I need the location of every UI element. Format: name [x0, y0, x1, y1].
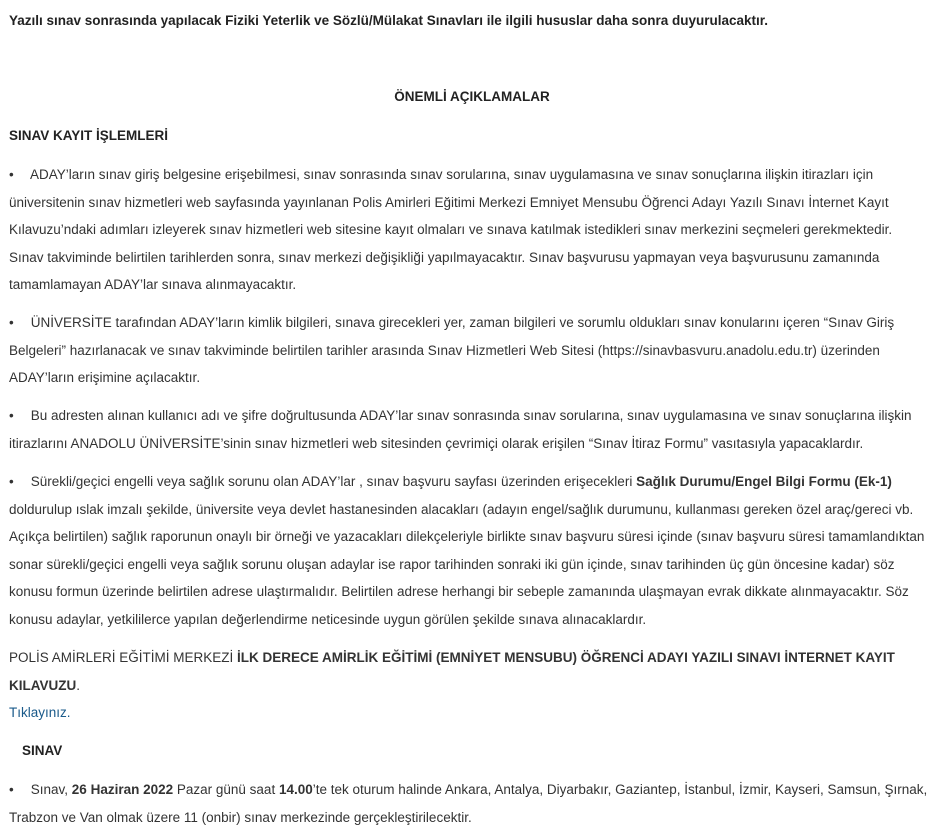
registration-heading: SINAV KAYIT İŞLEMLERİ — [9, 128, 169, 143]
exam-heading: SINAV — [22, 743, 63, 758]
bullet-objection-form — [9, 402, 929, 457]
bullet-text: Sınav, — [30, 782, 72, 797]
bullet-health-disability — [9, 468, 929, 633]
bullet-text: Bu adresten alınan kullanıcı adı ve şifre doğrultusunda ADAY’lar sınav sonrasında sınav sorularına, sınav uygulamasına ve sınav sonuçlarına ilişkin itirazlarını ANADOLU ÜNİVERSİTE’sinin sınav hizmetleri web sitesinden çevrimiçi olarak erişilen “Sınav İtiraz Formu” vasıtasıyla yapacaklardır. — [9, 408, 912, 451]
guide-suffix: . — [76, 677, 81, 693]
bullet-text: ADAY’ların sınav giriş belgesine erişebilmesi, sınav sonrasında sınav sorularına, sınav uygulamasına ve sınav sonuçlarına ilişkin itirazları için üniversitenin sınav hizmetleri web sayfasında yayınlanan Polis Amirleri Eğitimi Merkezi Emniyet Mensubu Öğrenci Adayı Yazılı Sınavı İnternet Kayıt Kılavuzu’ndaki adımları izleyerek sınav hizmetleri web sitesine kayıt olmaları ve sınava katılmak istedikleri sınav merkezini seçmeleri gerekmektedir. Sınav takviminde belirtilen tarihlerden sonra, sınav merkezi değişikliği yapılmayacaktır. Sınav başvurusu yapmayan veya başvurusunu zamanında tamamlamayan ADAY’lar sınava alınmayacaktır. — [9, 167, 893, 292]
bullet-text: Sürekli/geçici engelli veya sağlık sorunu olan ADAY’lar , sınav başvuru sayfası üzerinden erişecekleri — [30, 474, 637, 489]
bullet-text: ÜNİVERSİTE tarafından ADAY’ların kimlik bilgileri, sınava girecekleri yer, zaman bilgileri ve sorumlu oldukları sınav konularını içeren “Sınav Giriş Belgeleri” hazırlanacak ve sınav takviminde belirtilen tarihler arasında Sınav Hizmetleri Web Sitesi (https://sinavbasvuru.anadolu.edu.tr) üzerinden ADAY’ların erişimine açılacaktır. — [9, 315, 895, 385]
exam-date: 26 Haziran 2022 — [71, 782, 174, 797]
guide-title: İLK DERECE AMİRLİK EĞİTİMİ (EMNİYET MENSUBU) ÖĞRENCİ ADAYI YAZILI SINAVI İNTERNET KAYIT KILAVUZU — [9, 650, 895, 693]
guide-link[interactable]: Tıklayınız. — [9, 705, 71, 720]
guide-paragraph — [9, 644, 929, 727]
exam-time: 14.00 — [278, 782, 313, 797]
bullet-text: Pazar günü saat — [173, 782, 279, 797]
bullet-registration-info — [9, 161, 929, 299]
top-note: Yazılı sınav sonrasında yapılacak Fiziki Yeterlik ve Sözlü/Mülakat Sınavları ile ilgili hususlar daha sonra duyurulacaktır. — [9, 13, 769, 28]
guide-prefix: POLİS AMİRLERİ EĞİTİMİ MERKEZİ — [9, 650, 238, 665]
bullet-text: doldurulup ıslak imzalı şekilde, üniversite veya devlet hastanesinden alacakları (adayın engel/sağlık durumunu, kullanması gereken özel araç/gereci vb. Açıkça belirtilen) sağlık raporunun onaylı bir örneği ve yazacakları dilekçeleriyle birlikte sınav başvuru süresi içinde (sınav başvuru süresi tamamlandıktan sonar sürekli/geçici engelli veya sağlık sorunu oluşan adaylar ise rapor tarihinden sonraki iki gün içinde, sınav tarihinden üç gün öncesine kadar) söz konusu formun üzerinde belirtilen adrese ulaştırmalıdır. Belirtilen adrese herhangi bir sebeple zamanında ulaşmayan evrak dikkate alınmayacaktır. Söz konusu adaylar, yetkililerce yapılan değerlendirme neticesinde uygun görülen şekilde sınava alınacaklardır. — [9, 501, 925, 627]
bullet-exam-entry-docs — [9, 309, 929, 392]
health-form-name: Sağlık Durumu/Engel Bilgi Formu (Ek-1) — [636, 474, 892, 489]
bullet-text: ’te tek oturum halinde Ankara, Antalya, Diyarbakır, Gaziantep, İstanbul, İzmir, Kayseri, Samsun, Şırnak, Trabzon ve Van olmak üzere 11 (onbir) sınav merkezinde gerçekleştirilecektir. — [9, 782, 928, 825]
important-title: ÖNEMLİ AÇIKLAMALAR — [394, 89, 550, 104]
bullet-exam-info — [9, 776, 929, 831]
